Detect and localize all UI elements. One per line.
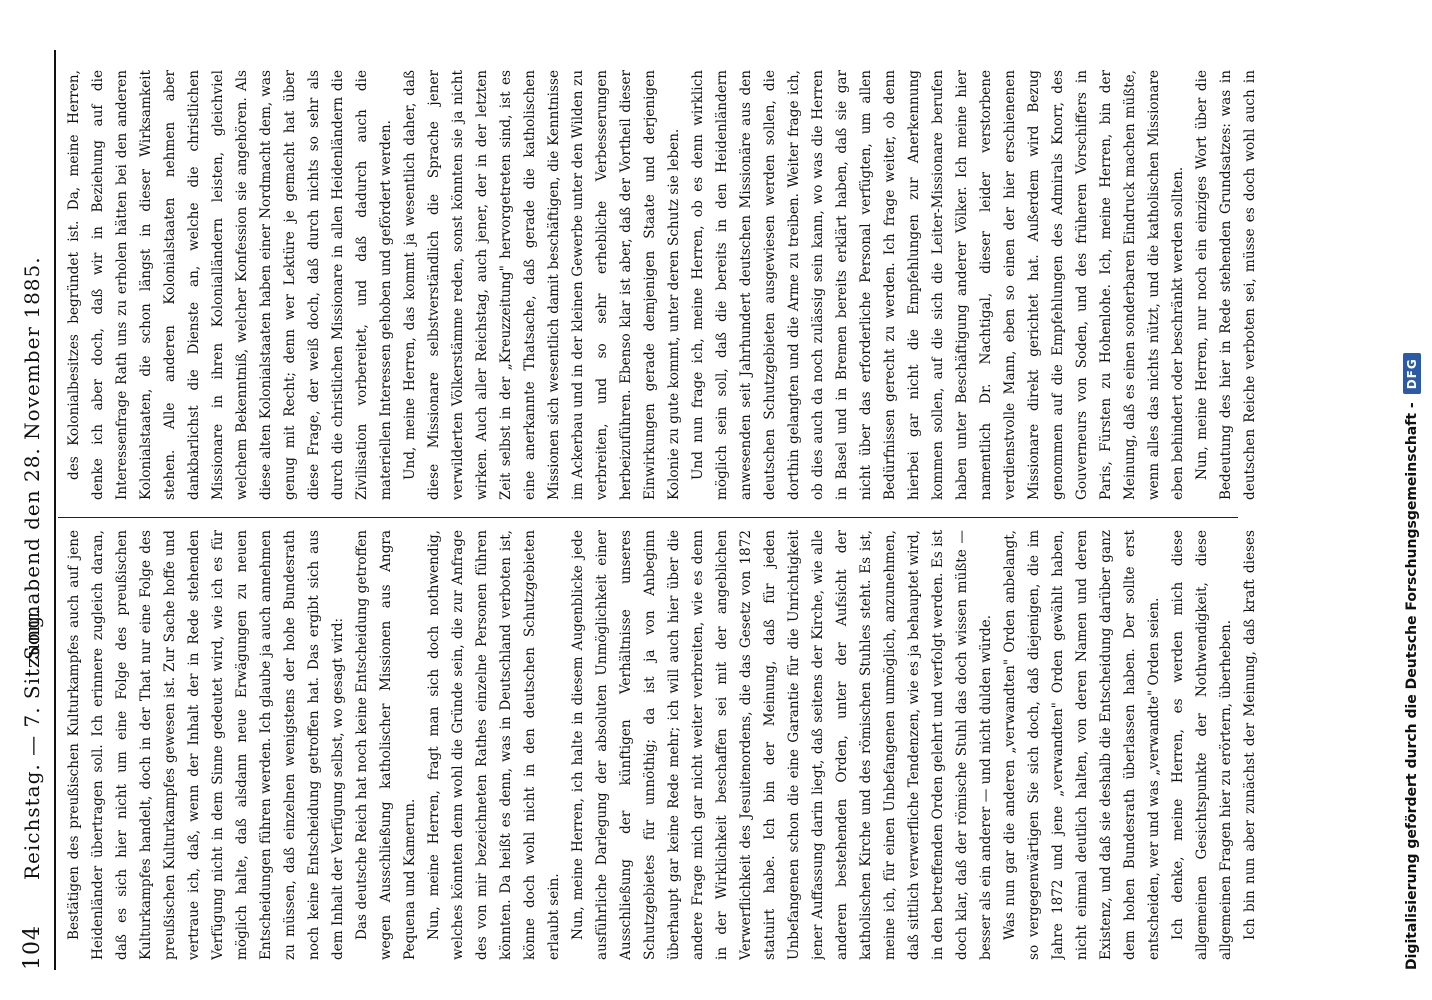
paragraph: Ich bin nun aber zunächst der Meinung, daß kraft dieses (1242, 530, 1258, 940)
header-date: Sonnabend den 28. November 1885. (20, 256, 44, 660)
right-column (62, 70, 1262, 500)
left-column (62, 530, 1262, 960)
paragraph: Das deutsche Reich hat noch keine Entscheidung getroffen wegen Ausschließung katholischer Missionen aus Angra Pequena und Kamerun. (354, 530, 418, 960)
dfg-logo: DFG (1403, 353, 1421, 394)
paragraph: Bestätigen des preußischen Kulturkampfes auch auf jene Heidenländer übertragen soll. Ich erinnere zugleich daran, daß es sich hier nicht um eine Folge des preußischen Kulturkampfes handelt, doch in der That nur eine Folge des preußischen Kulturkampfes gewesen ist. Zur Sache hoffe und vertraue ich, daß, wenn der Inhalt der in Rede stehenden Verfügung nicht in dem Sinne gedeutet wird, wie ich es für möglich halte, daß alsdann neue Erwägungen zu neuen Entscheidungen führen werden. Ich glaube ja auch annehmen zu müssen, daß einzelnen wenigstens der hohe Bundesrath noch keine Entscheidung getroffen hat. Das ergibt sich aus dem Inhalt der Verfügung selbst, wo gesagt wird: (66, 530, 346, 960)
running-header (18, 70, 52, 970)
paragraph: Nun, meine Herren, ich halte in diesem Augenblicke jede ausführliche Darlegung der absoluten Unmöglichkeit einer Ausschließung der künftigen Verhältnisse unseres Schutzgebietes für unnöthig; da ist ja von Anbeginn überhaupt gar keine Rede mehr; ich will auch hier über die andere Frage mich gar nicht weiter verbreiten, wie es denn in der Wirklichkeit beschaffen sei mit der angeblichen Verwerflichkeit des Jesuitenordens, die das Gesetz von 1872 statuirt habe. Ich bin der Meinung, daß für jeden Unbefangenen schon die eine Garantie für die Unrichtigkeit jener Auffassung darin liegt, daß seitens der Kirche, wie alle anderen bestehenden Orden, unter der Aufsicht der katholischen Kirche und des römischen Stuhles steht. Es ist, meine ich, für einen Unbefangenen unmöglich, anzunehmen, daß sittlich verwerfliche Tendenzen, wie es ja behauptet wird, in den betreffenden Orden gelehrt und verfolgt werden. Es ist doch klar, daß der römische Stuhl das doch wissen müßte — besser als ein anderer — und nicht dulden würde. (570, 530, 994, 960)
paragraph: Und nun frage ich, meine Herren, ob es denn wirklich möglich sein soll, daß die bereits in den Heidenländern anwesenden seit Jahrhundert deutschen Missionäre aus den deutschen Schutzgebieten ausgewiesen werden sollen, die dorthin gelangten und die Arme zu treiben. Weiter frage ich, ob dies auch da noch zulässig sein kann, wo was die Herren in Basel und in Bremen bereits erklärt haben, daß sie gar nicht über das erforderliche Personal verfügten, um allen Bedürfnissen gerecht zu werden. Ich frage weiter, ob denn hierbei gar nicht die Empfehlungen zur Anerkennung kommen sollen, auf die sich die Leiter-Missionare berufen haben unter Beschäftigung anderer Völker. Ich meine hier namentlich Dr. Nachtigal, dieser leider verstorbene verdienstvolle Mann, eben so einen der hier erschienenen Missionare direkt gerichtet hat. Außerdem wird Bezug genommen auf die Empfehlungen des Admirals Knorr, des Gouverneurs von Soden, und des früheren Vorschiffers in Paris, Fürsten zu Hohenlohe. Ich, meine Herren, bin der Meinung, daß es einen sonderbaren Eindruck machen müßte, wenn alles das nichts nützt, und die katholischen Missionare eben behindert oder beschränkt werden sollten. (690, 70, 1186, 500)
header-rule (54, 50, 56, 970)
page-number: 104 (20, 925, 45, 970)
digitization-credit (1400, 20, 1424, 970)
paragraph: Nun, meine Herren, nur noch ein einziges Wort über die Bedeutung des hier in Rede stehenden Grundsatzes: was in deutschen Reiche verboten sei, müsse es doch wohl auch in (1194, 70, 1258, 500)
header-session-title: Reichstag. — 7. Sitzung. (20, 607, 44, 880)
paragraph: Was nun gar die anderen „verwandten" Orden anbelangt, so vergegenwärtigen Sie sich doch, daß diejenigen, die im Jahre 1872 und jene „verwandten" Orden gewählt haben, nicht einmal deutlich halten, von deren Namen und deren Existenz, und daß sie deshalb die Entscheidung darüber ganz dem hohen Bundesrath überlassen haben. Der sollte erst entscheiden, wer und was „verwandte" Orden seien. (1002, 530, 1162, 960)
credit-text: Digitalisierung gefördert durch die Deutsche Forschungsgemeinschaft - (1404, 402, 1420, 970)
column-divider (58, 517, 1238, 518)
paragraph: des Kolonialbesitzes begründet ist. Da, meine Herren, denke ich aber doch, daß wir in Beziehung auf die Interessenfrage Rath uns zu erholen hätten bei den anderen Kolonialstaaten, die schon längst in dieser Wirksamkeit stehen. Alle anderen Kolonialstaaten nehmen aber dankbarlichst die Dienste an, welche die christlichen Missionare in ihren Kolonialländern leisten, gleichviel welchem Bekenntniß, welcher Konfession sie angehören. Als diese alten Kolonialstaaten haben einer Nordmacht dem, was genug mit Recht; denn wer Lektüre je gemacht hat über diese Frage, der weiß doch, daß durch nichts so sehr als durch die christlichen Missionare in allen Heidenländern die Zivilisation vorbereitet, und daß dadurch auch die materiellen Interessen gehoben und gefördert werden. (66, 70, 394, 500)
paragraph: Und, meine Herren, das kommt ja wesentlich daher, daß diese Missionare selbstverständlich die Sprache jener verwilderten Völkerstämme reden, sonst könnten sie ja nicht wirken. Auch aller Reichstag, auch jener, der in der letzten Zeit selbst in der „Kreuzzeitung" hervorgetreten sind, ist es eine anerkannte Thatsache, daß gerade die katholischen Missionen sich wesentlich damit beschäftigen, die Kenntnisse im Ackerbau und in der kleinen Gewerbe unter den Wilden zu verbreiten, und so sehr erhebliche Verbesserungen herbeizuführen. Ebenso klar ist aber, daß der Vortheil dieser Einwirkungen gerade demjenigen Staate und derjenigen Kolonie zu gute kommt, unter deren Schutz sie leben. (402, 70, 682, 500)
paragraph: Ich denke, meine Herren, es werden mich diese allgemeinen Gesichtspunkte der Nothwendigkeit, diese allgemeinen Fragen hier zu erörtern, überheben. (1170, 530, 1234, 960)
paragraph: Nun, meine Herren, fragt man sich doch nothwendig, welches könnten denn wohl die Gründe sein, die zur Anfrage des von mir bezeichneten Rathes einzelne Personen führen könnten. Da heißt es denn, was in Deutschland verboten ist, könne doch wohl nicht in den deutschen Schutzgebieten erlaubt sein. (426, 530, 562, 960)
